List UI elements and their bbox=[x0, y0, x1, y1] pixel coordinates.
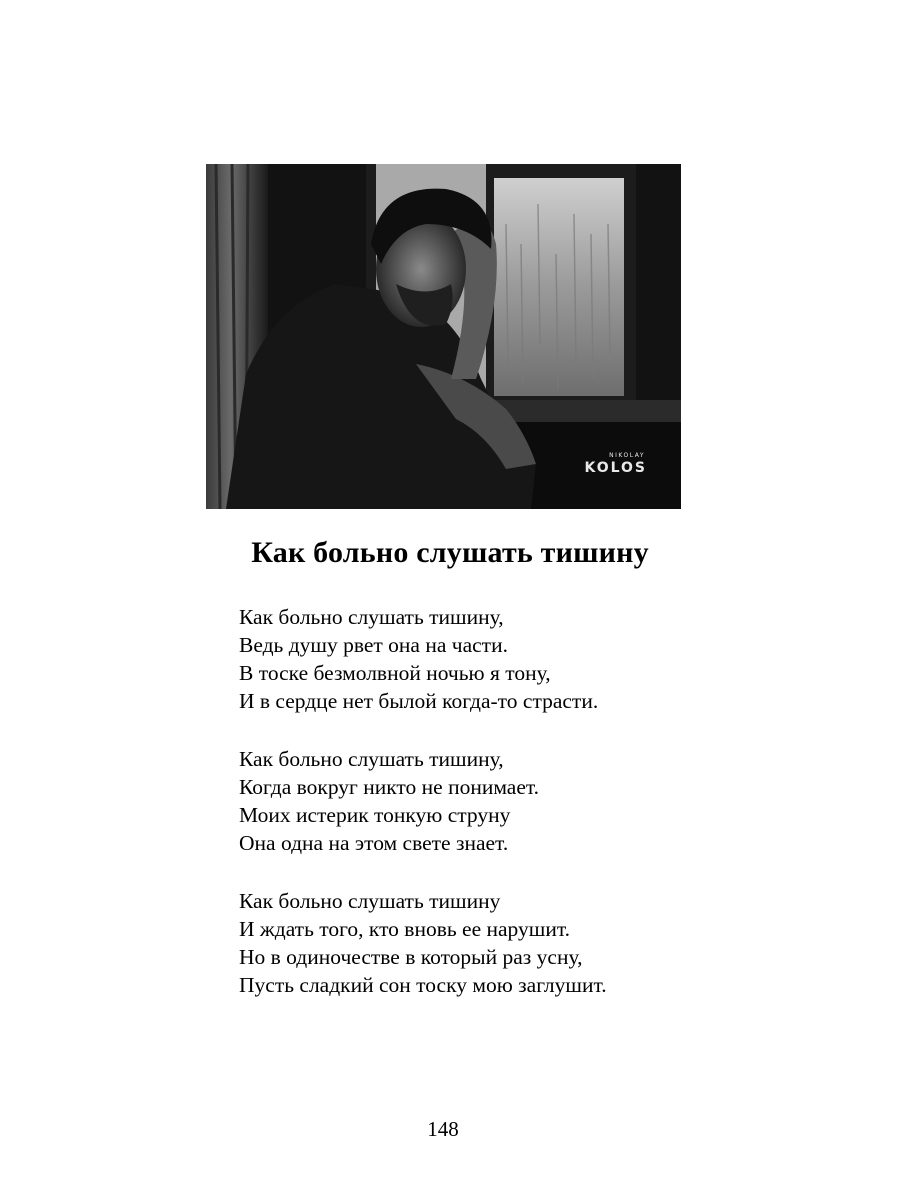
poem-body bbox=[239, 603, 607, 1029]
stanza-1 bbox=[239, 603, 607, 715]
watermark-small-text: NIKOLAY bbox=[609, 452, 645, 459]
poem-line: Как больно слушать тишину bbox=[239, 889, 501, 913]
poem-line: Как больно слушать тишину, bbox=[239, 605, 504, 629]
watermark-logo bbox=[584, 453, 647, 475]
poem-line: Как больно слушать тишину, bbox=[239, 747, 504, 771]
poem-line: Ведь душу рвет она на части. bbox=[239, 633, 508, 657]
poem-line: Пусть сладкий сон тоску мою заглушит. bbox=[239, 973, 607, 997]
stanza-2 bbox=[239, 745, 607, 857]
poem-line: Но в одиночестве в который раз усну, bbox=[239, 945, 583, 969]
stanza-3 bbox=[239, 887, 607, 999]
poem-line: Она одна на этом свете знает. bbox=[239, 831, 509, 855]
page-number: 148 bbox=[427, 1117, 459, 1141]
watermark-big-text: KOLOS bbox=[584, 460, 647, 476]
poem-line: И в сердце нет былой когда-то страсти. bbox=[239, 689, 599, 713]
poem-line: Моих истерик тонкую струну bbox=[239, 803, 511, 827]
illustration-photo bbox=[206, 164, 681, 509]
poem-line: Когда вокруг никто не понимает. bbox=[239, 775, 540, 799]
poem-title: Как больно слушать тишину bbox=[251, 536, 649, 569]
poem-line: В тоске безмолвной ночью я тону, bbox=[239, 661, 551, 685]
poem-line: И ждать того, кто вновь ее нарушит. bbox=[239, 917, 570, 941]
